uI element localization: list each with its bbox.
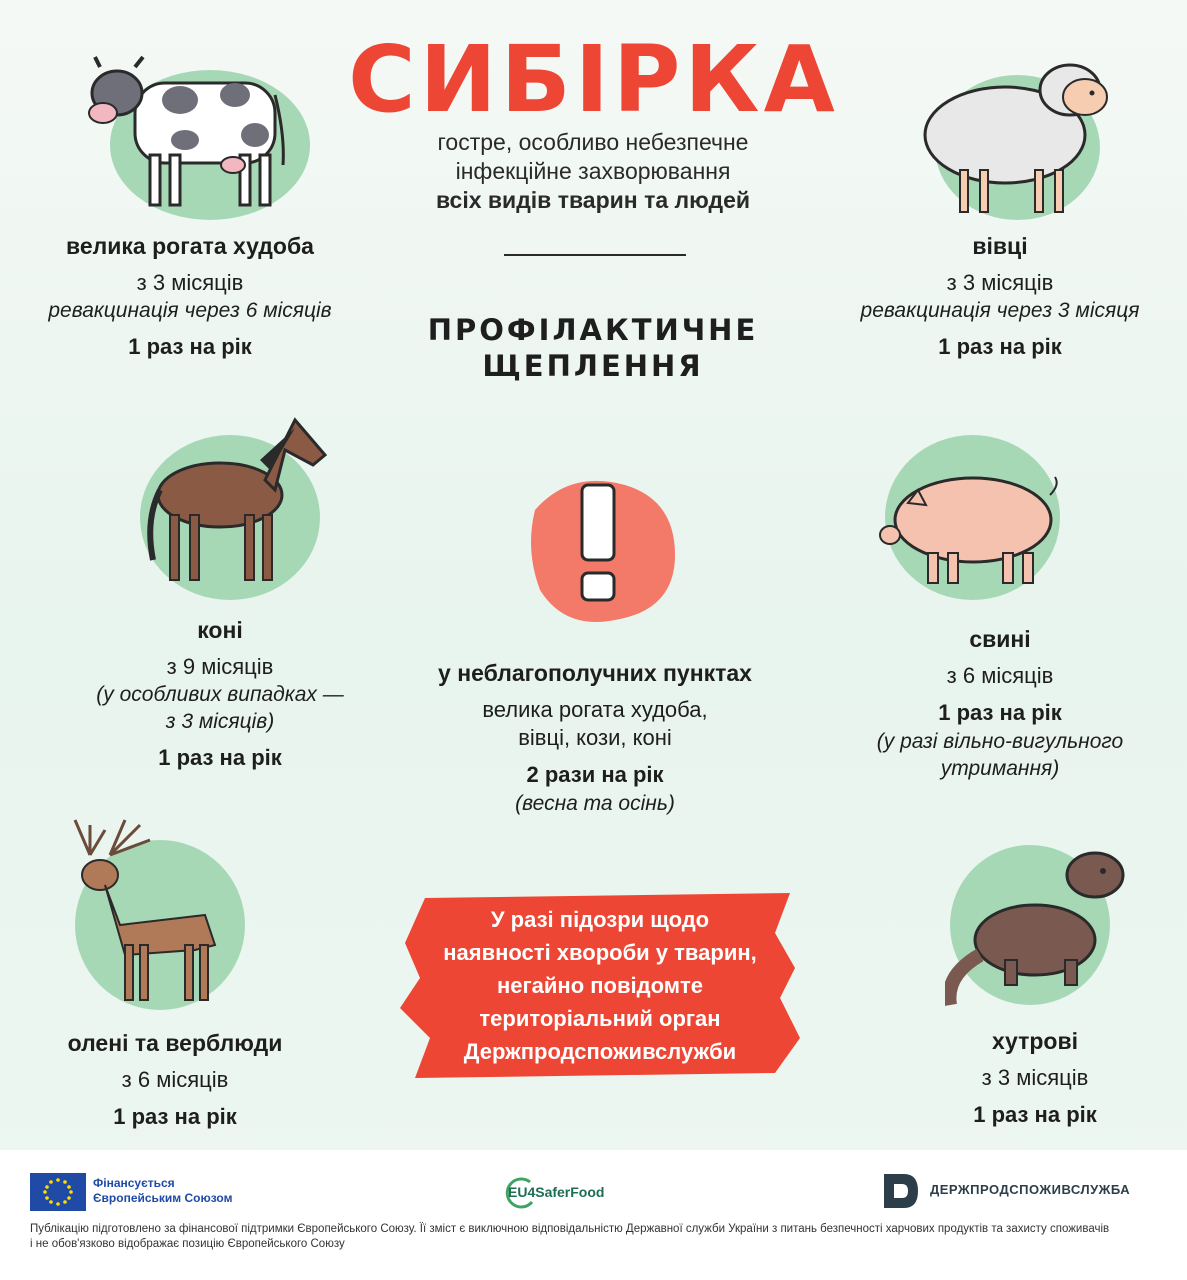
page-title: СИБІРКА	[348, 26, 839, 133]
deer-block: олені та верблюди з 6 місяців 1 раз на рік	[67, 1030, 283, 1129]
sheep-block: вівці з 3 місяців ревакцинація через 3 місяця 1 раз на рік	[860, 233, 1140, 359]
eu-flag-icon	[30, 1173, 86, 1211]
pig-icon	[878, 465, 1063, 590]
alert-message: У разі підозри щодо наявності хвороби у тварин, негайно повідомте територіальний орган Держпродспоживслужби	[443, 907, 757, 1064]
dps-logo-icon	[882, 1172, 920, 1210]
footer	[0, 1150, 1187, 1280]
mink-icon	[945, 845, 1135, 1010]
sheep-icon	[920, 55, 1120, 220]
eu4saferfood-label: EU4SaferFood	[508, 1184, 605, 1200]
cow-icon	[85, 55, 295, 215]
pigs-block: свині з 6 місяців 1 раз на рік (у разі вільно-вигульного утримання)	[876, 626, 1124, 780]
divider	[504, 254, 686, 256]
dps-label: ДЕРЖПРОДСПОЖИВСЛУЖБА	[930, 1182, 1131, 1197]
horse-icon	[145, 410, 335, 590]
fur-block: хутрові з 3 місяців 1 раз на рік	[973, 1028, 1097, 1127]
eu-funding-label: Фінансується Європейським Союзом	[93, 1176, 233, 1205]
section-title: ПРОФІЛАКТИЧНЕ ЩЕПЛЕННЯ	[427, 313, 759, 383]
unfavorable-block: у неблагополучних пунктах велика рогата худоба, вівці, кози, коні 2 рази на рік (весна та осінь)	[438, 660, 752, 815]
disclaimer: Публікацію підготовлено за фінансової підтримки Європейського Союзу. Її зміст є виключною відповідальністю Державної служби України з питань безпечності харчових продуктів та захисту споживачів і не обов'язково відображає позицію Європейського Союзу	[30, 1223, 1110, 1250]
cattle-block: велика рогата худоба з 3 місяців ревакцинація через 6 місяців 1 раз на рік	[48, 233, 332, 359]
horses-block: коні з 9 місяців (у особливих випадках — з 3 місяців) 1 раз на рік	[96, 617, 344, 770]
warning-icon	[515, 470, 685, 630]
deer-icon	[65, 815, 230, 1015]
subtitle: гостре, особливо небезпечне інфекційне захворювання всіх видів тварин та людей	[435, 129, 750, 213]
